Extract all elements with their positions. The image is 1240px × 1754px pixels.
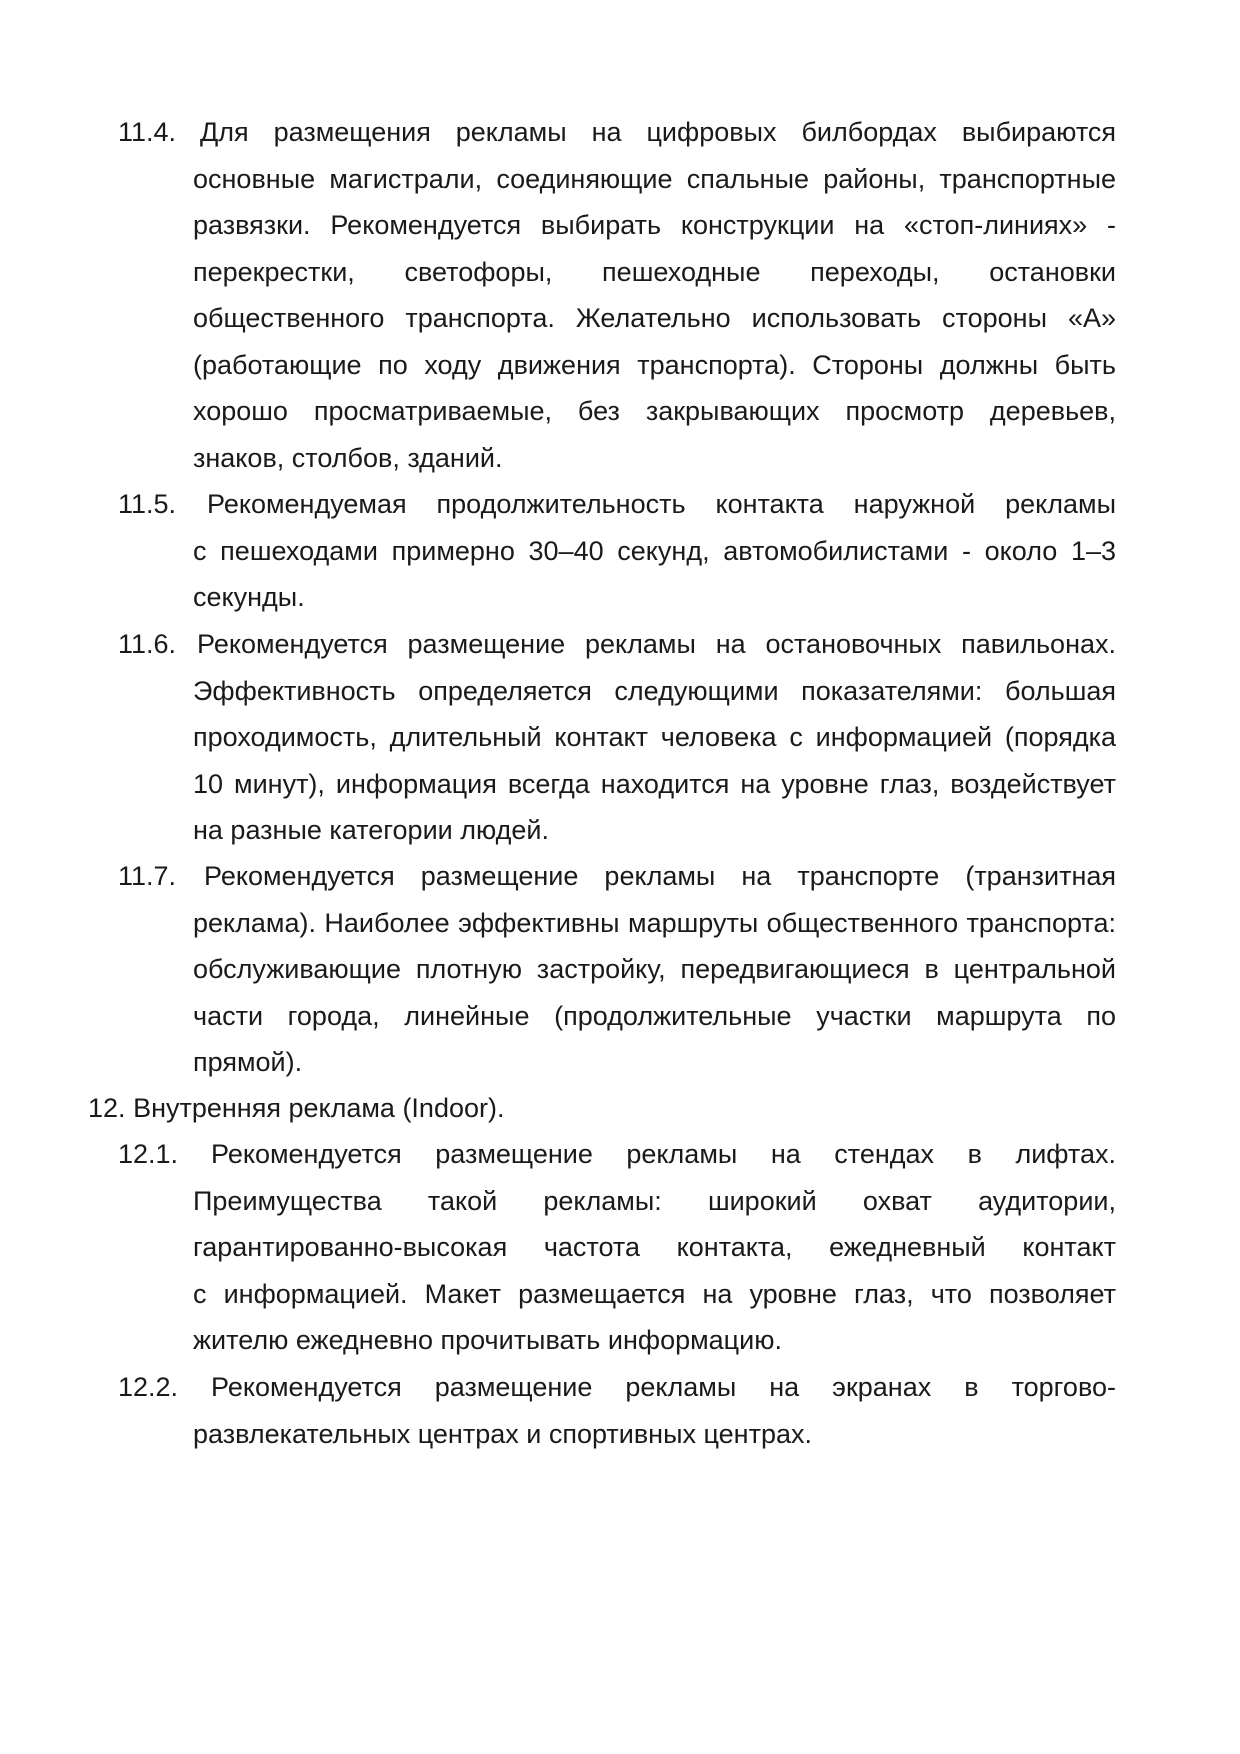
text-line: Рекомендуется размещение рекламы на остановочных павильонах. xyxy=(197,629,1116,659)
text-line: Преимущества такой рекламы: широкий охват аудитории, xyxy=(193,1185,1116,1216)
clause-12-2 xyxy=(118,1364,1116,1457)
text-line: перекрестки, светофоры, пешеходные переходы, остановки xyxy=(193,256,1116,287)
clause-12-1 xyxy=(118,1131,1116,1364)
section-12-heading xyxy=(88,1085,1116,1132)
section-heading xyxy=(88,1085,1116,1132)
text-line: основные магистрали, соединяющие спальные районы, транспортные xyxy=(193,163,1116,194)
text-line: Рекомендуется размещение рекламы на экранах в торгово- xyxy=(211,1372,1116,1402)
text-line: обслуживающие плотную застройку, передвигающиеся в центральной xyxy=(193,954,1116,984)
clause-number: 12.1. xyxy=(118,1139,179,1169)
clause-11-7 xyxy=(118,853,1116,1086)
text-line: с информацией. Макет размещается на уровне глаз, что позволяет xyxy=(193,1278,1116,1309)
text-line: Эффективность определяется следующими показателями: большая xyxy=(193,675,1116,706)
clause-11-5 xyxy=(118,481,1116,621)
section-title: Внутренняя реклама (Indoor). xyxy=(133,1093,505,1123)
clause-number: 11.7. xyxy=(118,861,177,891)
text-line: Рекомендуется размещение рекламы на транспорте (транзитная xyxy=(204,861,1116,891)
text-line: проходимость, длительный контакт человека с информацией (порядка xyxy=(193,722,1116,752)
text-line: реклама). Наиболее эффективны маршруты общественного транспорта: xyxy=(193,907,1116,938)
text-line: 10 минут), информация всегда находится на уровне глаз, воздействует xyxy=(193,768,1116,799)
text-line: общественного транспорта. Желательно использовать стороны «А» xyxy=(193,303,1116,333)
text-line: с пешеходами примерно 30–40 секунд, автомобилистами - около 1–3 xyxy=(193,535,1116,566)
text-line: хорошо просматриваемые, без закрывающих просмотр деревьев, xyxy=(193,396,1116,426)
text-line: жителю ежедневно прочитывать информацию. xyxy=(193,1325,782,1355)
clause-number: 12.2. xyxy=(118,1372,179,1402)
text-line: секунды. xyxy=(193,582,305,612)
clause-number: 11.6. xyxy=(118,629,177,659)
text-line: Рекомендуется размещение рекламы на стендах в лифтах. xyxy=(211,1139,1116,1169)
clause-number: 11.4. xyxy=(118,117,177,147)
text-line: части города, линейные (продолжительные участки маршрута по xyxy=(193,1000,1116,1031)
text-line: развязки. Рекомендуется выбирать конструкции на «стоп-линиях» - xyxy=(193,210,1116,240)
section-number: 12. xyxy=(88,1093,126,1123)
text-line: Рекомендуемая продолжительность контакта наружной рекламы xyxy=(207,489,1116,519)
text-line: (работающие по ходу движения транспорта). Стороны должны быть xyxy=(193,349,1116,380)
text-line: на разные категории людей. xyxy=(193,815,549,845)
text-line: прямой). xyxy=(193,1047,303,1077)
text-line: знаков, столбов, зданий. xyxy=(193,442,503,473)
clause-11-4 xyxy=(118,109,1116,481)
text-line: гарантированно-высокая частота контакта, ежедневный контакт xyxy=(193,1232,1116,1262)
text-line: Для размещения рекламы на цифровых билбордах выбираются xyxy=(200,117,1116,147)
clause-number: 11.5. xyxy=(118,489,177,519)
clause-11-6 xyxy=(118,621,1116,854)
text-line: развлекательных центрах и спортивных центрах. xyxy=(193,1418,812,1449)
